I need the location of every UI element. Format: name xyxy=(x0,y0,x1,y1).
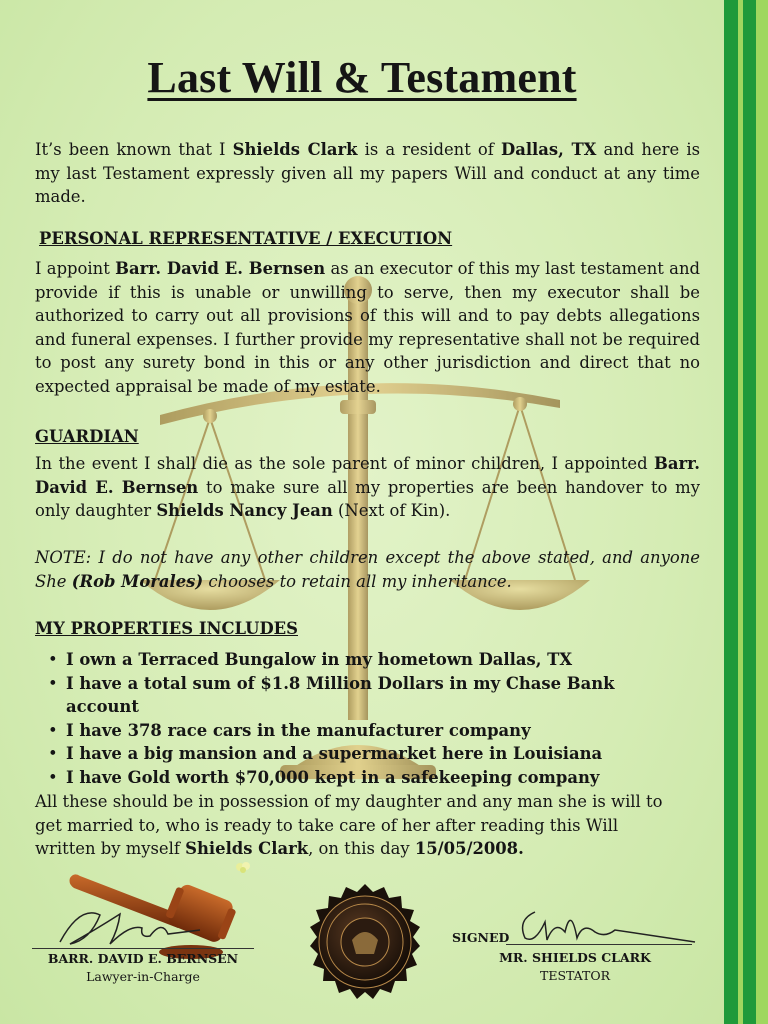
page-title: Last Will & Testament xyxy=(147,53,577,102)
daughter-name: Shields Nancy Jean xyxy=(156,501,333,520)
testator-signature-line xyxy=(506,944,692,945)
lawyer-name: BARR. DAVID E. BERNSEN xyxy=(47,951,239,966)
guardian-text-2: to make sure all my properties are been handover to my only daughter xyxy=(35,477,700,520)
testator-name-closing: Shields Clark xyxy=(185,839,309,858)
property-item: • I have Gold worth $70,000 kept in a safekeeping company xyxy=(46,766,686,790)
lawyer-signature-line xyxy=(32,948,254,949)
closing-text-2: , on this day xyxy=(308,839,415,858)
property-item: • I have 378 race cars in the manufacturer company xyxy=(46,719,686,743)
intro-text-3: and here is my last Testament expressly given all my papers Will and conduct at any time made. xyxy=(35,140,700,206)
closing-paragraph xyxy=(35,790,675,861)
guardian-heading: GUARDIAN xyxy=(35,427,139,446)
guardian-name: Barr. David E. Bernsen xyxy=(35,454,700,497)
executor-name: Barr. David E. Bernsen xyxy=(115,259,326,278)
testator-name: MR. SHIELDS CLARK xyxy=(499,950,651,965)
note-person-name: (Rob Morales) xyxy=(71,571,204,591)
property-item: • I have a total sum of $1.8 Million Dollars in my Chase Bank account xyxy=(46,672,626,719)
personal-rep-heading: PERSONAL REPRESENTATIVE / EXECUTION xyxy=(39,229,453,248)
border-stripe-light xyxy=(756,0,768,1024)
testator-name-intro: Shields Clark xyxy=(232,140,358,159)
intro-text-2: is a resident of xyxy=(357,140,501,159)
intro-text-1: It’s been known that I xyxy=(35,140,233,159)
testator-signature xyxy=(505,902,705,948)
lawyer-role: Lawyer-in-Charge xyxy=(86,969,200,984)
residence: Dallas, TX xyxy=(500,140,597,159)
properties-heading: MY PROPERTIES INCLUDES xyxy=(35,619,298,638)
border-stripe-dark xyxy=(724,0,738,1024)
seal-icon xyxy=(300,880,430,1010)
personal-rep-text-1: I appoint xyxy=(35,259,116,278)
personal-rep-text-2: as an executor of this my last testament and provide if this is unable or unwilling to serve, then my executor shall be authorized to carry out all provisions of this will and to pay debts allegations and funeral expenses. I further provide my representative shall not be required to post any surety bond in this or any other jurisdiction and direct that no expected appraisal be made of my estate. xyxy=(35,259,701,396)
note-text-1: NOTE: I do not have any other children except the above stated, and anyone She xyxy=(35,548,700,591)
intro-paragraph xyxy=(35,138,700,209)
will-date: 15/05/2008. xyxy=(414,839,524,858)
guardian-text-1: In the event I shall die as the sole parent of minor children, I appointed xyxy=(35,454,655,473)
guardian-paragraph xyxy=(35,452,700,523)
guardian-text-3: (Next of Kin). xyxy=(332,501,451,520)
border-stripe-dark xyxy=(743,0,756,1024)
lawyer-signature xyxy=(50,900,210,950)
closing-text-1: All these should be in possession of my daughter and any man she is will to get married to, who is ready to take care of her after reading this Will written by myself xyxy=(35,792,663,858)
note-text-2: chooses to retain all my inheritance. xyxy=(203,571,512,591)
properties-list xyxy=(46,648,686,789)
personal-rep-paragraph xyxy=(35,257,700,398)
property-item: • I have a big mansion and a supermarket here in Louisiana xyxy=(46,742,686,766)
note-paragraph xyxy=(35,546,700,593)
signed-label: SIGNED xyxy=(452,930,510,945)
testator-role: TESTATOR xyxy=(539,968,611,983)
property-item: • I own a Terraced Bungalow in my hometown Dallas, TX xyxy=(46,648,686,672)
